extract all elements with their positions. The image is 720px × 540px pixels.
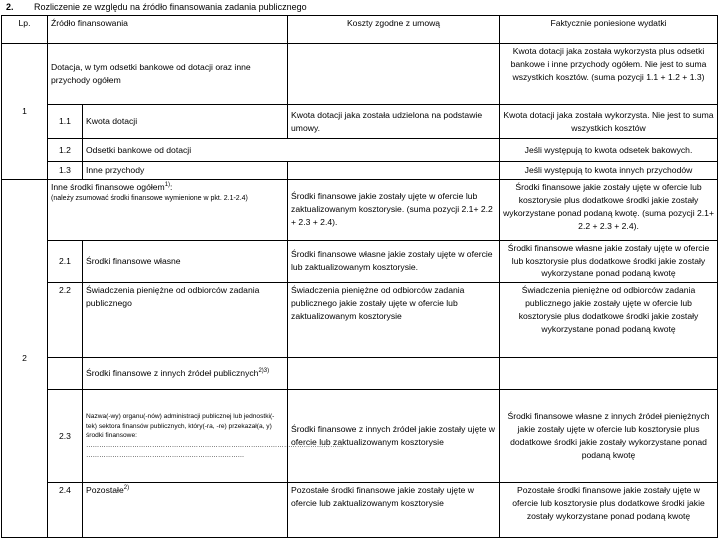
section1-label: Dotacja, w tym odsetki bankowe od dotacji oraz inne przychody ogółem — [48, 44, 288, 105]
section2-label-cell — [48, 179, 288, 240]
row-number — [48, 357, 83, 389]
row-number: 1.3 — [48, 161, 83, 179]
row-label: Środki finansowe własne — [83, 240, 288, 282]
row-number: 2.1 — [48, 240, 83, 282]
row-label: Kwota dotacji — [83, 105, 288, 139]
table-row — [2, 161, 718, 179]
section1-actual: Kwota dotacji jaka została wykorzysta plus odsetki bankowe i inne przychody ogółem. Nie jest to suma wszystkich kosztów. (suma pozycji 1.1 + 1.2 + 1.3) — [500, 44, 718, 105]
header-planned-costs: Koszty zgodne z umową — [288, 16, 500, 44]
row-number: 2.4 — [48, 483, 83, 538]
row-label: Odsetki bankowe od dotacji — [83, 139, 500, 161]
row-actual — [500, 357, 718, 389]
dotted-line: ……………………………………………………………………………………………………… — [86, 441, 344, 449]
section1-planned — [288, 44, 500, 105]
section2-note: (należy zsumować środki finansowe wymienione w pkt. 2.1-2.4) — [51, 194, 248, 202]
header-source: Źródło finansowania — [48, 16, 288, 44]
public-bodies-label: Nazwa(-wy) organu(-nów) administracji publicznej lub jednostki(-tek) sektora finansów publicznych, który(-ra, -re) przekazał(a, y) środki finansowe: — [86, 413, 275, 440]
row-label: Pozostałe — [86, 485, 124, 496]
table-row — [2, 179, 718, 240]
row-planned — [288, 161, 500, 179]
section2-actual: Środki finansowe jakie zostały ujęte w ofercie lub kosztorysie plus dodatkowe środki jakie zostały wykorzystane ponad podaną kwotę. (suma pozycji 2.1+ 2.2 + 2.3 + 2.4). — [500, 179, 718, 240]
footnote-marker: 2)3) — [258, 368, 270, 375]
row-number: 2.3 — [48, 390, 83, 483]
section2-label: Inne środki finansowe ogółem$^{1)}$: — [51, 181, 173, 192]
row-actual: Środki finansowe własne jakie zostały ujęte w ofercie lub kosztorysie plus dodatkowe środki jakie zostały wykorzystane ponad podaną kwotę — [500, 240, 718, 282]
table-row — [2, 390, 718, 483]
row-actual: Środki finansowe własne z innych źródeł pieniężnych jakie zostały ujęte w ofercie lub kosztorysie plus dodatkowe środki jakie zostały wykorzystane ponad podaną kwotę — [500, 390, 718, 483]
table-row — [2, 105, 718, 139]
table-row — [2, 282, 718, 357]
row-planned: Środki finansowe z innych źródeł jakie zostały ujęte w ofercie lub zaktualizowanym kosztorysie — [288, 390, 500, 483]
section-number: 2. — [6, 2, 14, 12]
row-label: Świadczenia pieniężne od odbiorców zadania publicznego — [83, 282, 288, 357]
table-row — [2, 240, 718, 282]
footnote-marker: 1) — [164, 182, 171, 189]
header-lp: Lp. — [2, 16, 48, 44]
footnote-marker: 2) — [123, 485, 130, 492]
row-planned: Świadczenia pieniężne od odbiorców zadania publicznego jakie zostały ujęte w ofercie lub zaktualizowanym kosztorysie — [288, 282, 500, 357]
row-label-cell — [83, 483, 288, 538]
section-title: Rozliczenie ze względu na źródło finansowania zadania publicznego — [34, 2, 307, 12]
header-actual-expenses: Faktycznie poniesione wydatki — [500, 16, 718, 44]
other-sources-label-cell — [83, 357, 288, 389]
row-planned: Kwota dotacji jaka została udzielona na podstawie umowy. — [288, 105, 500, 139]
other-sources-label: Środki finansowe z innych źródeł publicznych — [86, 368, 259, 379]
financing-table — [1, 15, 718, 538]
section1-number: 1 — [2, 44, 48, 180]
dotted-line: ……………………………………………………………… — [86, 451, 245, 459]
table-row — [2, 44, 718, 105]
table-header-row — [2, 16, 718, 44]
table-row — [2, 139, 718, 161]
row-number: 1.2 — [48, 139, 83, 161]
row-planned — [288, 357, 500, 389]
public-bodies-cell — [83, 390, 344, 483]
section2-number: 2 — [2, 179, 48, 537]
row-number: 2.2 — [48, 282, 83, 357]
row-actual: Jeśli występują to kwota innych przychodów — [500, 161, 718, 179]
row-label: Inne przychody — [83, 161, 288, 179]
row-actual: Kwota dotacji jaka została wykorzysta. Nie jest to suma wszystkich kosztów — [500, 105, 718, 139]
row-planned: Środki finansowe własne jakie zostały ujęte w ofercie lub zaktualizowanym kosztorysie. — [288, 240, 500, 282]
row-actual: Jeśli występują to kwota odsetek bakowych. — [500, 139, 718, 161]
row-actual: Świadczenia pieniężne od odbiorców zadania publicznego jakie zostały ujęte w ofercie lub kosztorysie plus dodatkowe środki jakie zostały wykorzystane ponad podaną kwotę — [500, 282, 718, 357]
row-planned: Pozostałe środki finansowe jakie zostały ujęte w ofercie lub zaktualizowanym kosztorysie — [288, 483, 500, 538]
table-row — [2, 483, 718, 538]
section2-planned: Środki finansowe jakie zostały ujęte w ofercie lub zaktualizowanym kosztorysie. (suma pozycji 2.1+ 2.2 + 2.3 + 2.4). — [288, 179, 500, 240]
row-number: 1.1 — [48, 105, 83, 139]
table-row — [2, 357, 718, 389]
row-actual: Pozostałe środki finansowe jakie zostały ujęte w ofercie lub kosztorysie plus dodatkowe środki jakie zostały wykorzystane ponad podaną kwotę — [500, 483, 718, 538]
